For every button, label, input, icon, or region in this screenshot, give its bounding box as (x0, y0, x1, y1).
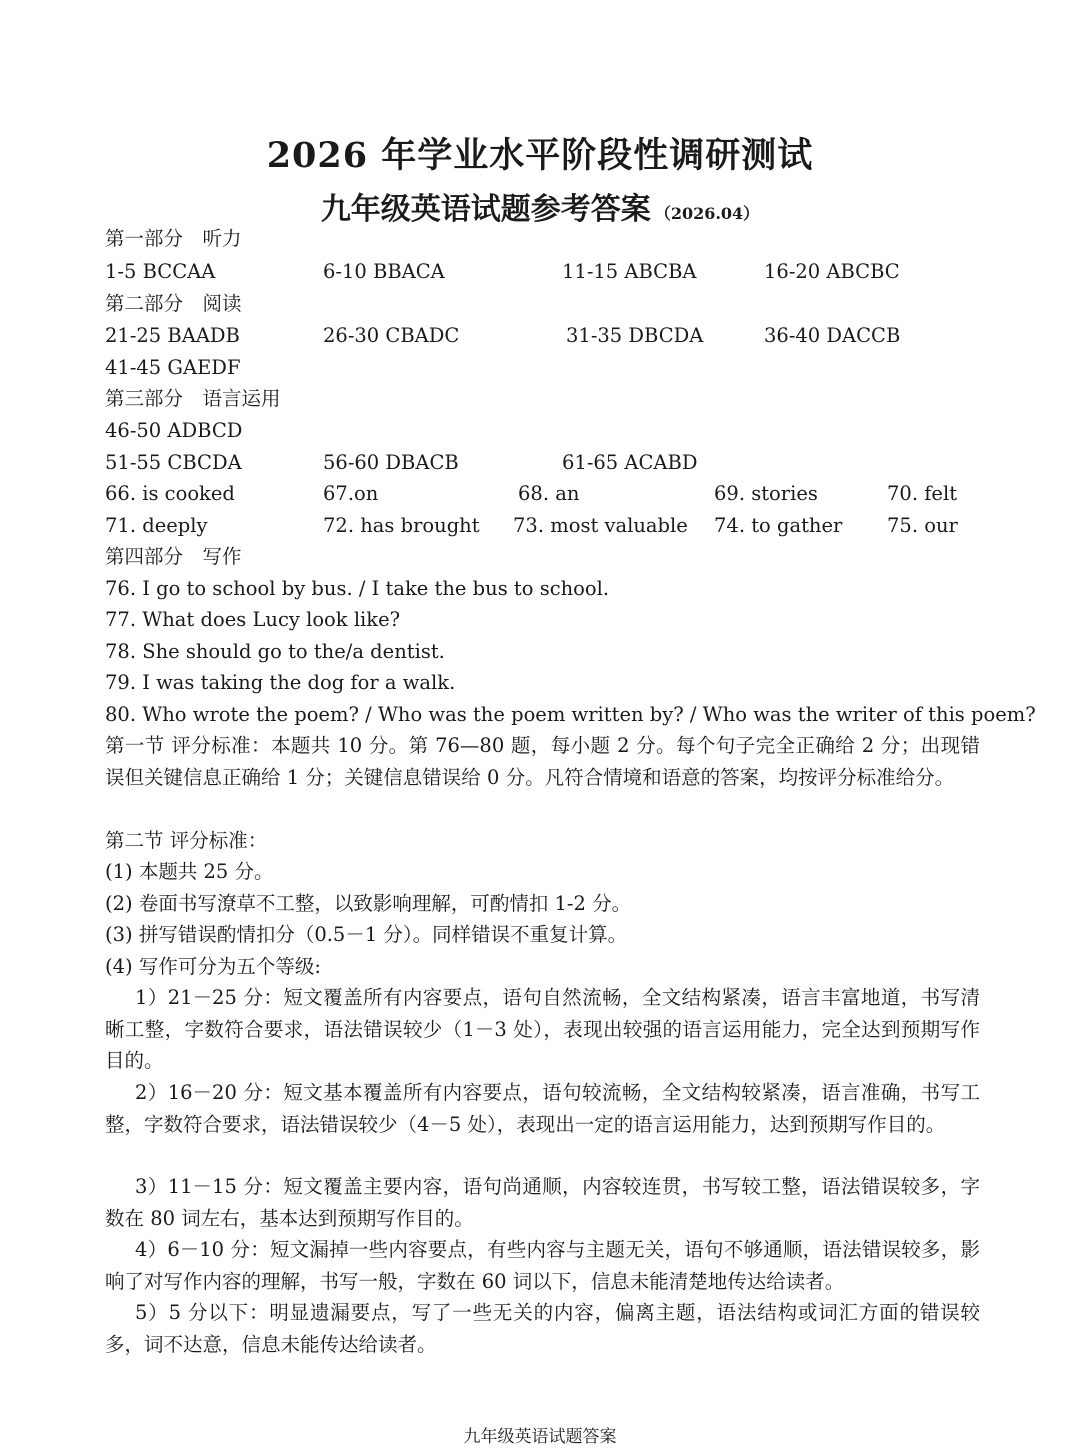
scoring-level: 4）6－10 分：短文漏掉一些内容要点，有些内容与主题无关，语句不够通顺，语法错误较多，影响了对写作内容的理解，书写一般，字数在 60 词以下，信息未能清楚地传达给读者。 (105, 1238, 980, 1293)
writing-answer: 80. Who wrote the poem? / Who was the poem written by? / Who was the writer of this poem? (105, 703, 1036, 726)
answer-item: 72. has brought (323, 514, 480, 537)
answer-item: 69. stories (714, 482, 818, 505)
answer-group: 26-30 CBADC (323, 324, 460, 347)
subtitle-text: 九年级英语试题参考答案 (320, 192, 651, 227)
writing-answer: 78. She should go to the/a dentist. (105, 640, 445, 663)
scoring-level: 5）5 分以下：明显遗漏要点，写了一些无关的内容，偏离主题，语法结构或词汇方面的错误较多，词不达意，信息未能传达给读者。 (105, 1301, 980, 1356)
answer-item: 71. deeply (105, 514, 208, 537)
scoring-level: 1）21－25 分：短文覆盖所有内容要点，语句自然流畅，全文结构紧凑，语言丰富地道，书写清晰工整，字数符合要求，语法错误较少（1－3 处），表现出较强的语言运用能力，完全达到预期写作目的。 (105, 986, 980, 1072)
scoring-level: 3）11－15 分：短文覆盖主要内容，语句尚通顺，内容较连贯，书写较工整，语法错误较多，字数在 80 词左右，基本达到预期写作目的。 (105, 1175, 980, 1230)
scoring-rule: (1) 本题共 25 分。 (105, 860, 274, 883)
answer-item: 68. an (518, 482, 580, 505)
part3-heading: 第三部分 语言运用 (105, 387, 281, 410)
section1-scoring: 第一节 评分标准：本题共 10 分。第 76—80 题，每小题 2 分。每个句子完全正确给 2 分；出现错误但关键信息正确给 1 分；关键信息错误给 0 分。凡符合情境和语意的答案，均按评分标准给分。 (105, 734, 980, 789)
answer-item: 75. our (887, 514, 958, 537)
scoring-rule: (2) 卷面书写潦草不工整，以致影响理解，可酌情扣 1-2 分。 (105, 892, 632, 915)
answer-group: 61-65 ACABD (562, 451, 698, 474)
answer-group: 6-10 BBACA (323, 260, 445, 283)
answer-group: 51-55 CBCDA (105, 451, 242, 474)
answer-group: 21-25 BAADB (105, 324, 240, 347)
answer-group: 1-5 BCCAA (105, 260, 216, 283)
answer-group: 16-20 ABCBC (764, 260, 900, 283)
writing-answer: 77. What does Lucy look like? (105, 608, 401, 631)
answer-group: 36-40 DACCB (764, 324, 901, 347)
writing-answer: 79. I was taking the dog for a walk. (105, 671, 456, 694)
scoring-level: 2）16－20 分：短文基本覆盖所有内容要点，语句较流畅，全文结构较紧凑，语言准确，书写工整，字数符合要求，语法错误较少（4－5 处），表现出一定的语言运用能力，达到预期写作目的。 (105, 1081, 980, 1136)
subtitle-date: （2026.04） (654, 204, 760, 223)
page-subtitle (0, 184, 1080, 228)
part1-heading: 第一部分 听力 (105, 227, 242, 250)
scoring-rule: (3) 拼写错误酌情扣分（0.5－1 分）。同样错误不重复计算。 (105, 923, 628, 946)
answer-group: 46-50 ADBCD (105, 419, 243, 442)
answer-item: 67.on (323, 482, 379, 505)
answer-group: 41-45 GAEDF (105, 356, 241, 379)
answer-group: 11-15 ABCBA (562, 260, 697, 283)
page-footer: 九年级英语试题答案 (463, 1427, 617, 1447)
section2-heading: 第二节 评分标准： (105, 829, 268, 852)
answer-item: 70. felt (887, 482, 958, 505)
part2-heading: 第二部分 阅读 (105, 292, 242, 315)
answer-item: 74. to gather (714, 514, 843, 537)
answer-group: 56-60 DBACB (323, 451, 459, 474)
scoring-rule: (4) 写作可分为五个等级: (105, 955, 321, 978)
part4-heading: 第四部分 写作 (105, 545, 242, 568)
page-title: 2026 年学业水平阶段性调研测试 (266, 135, 814, 176)
answer-item: 73. most valuable (513, 514, 688, 537)
writing-answer: 76. I go to school by bus. / I take the bus to school. (105, 577, 610, 600)
answer-group: 31-35 DBCDA (566, 324, 704, 347)
answer-item: 66. is cooked (105, 482, 235, 505)
